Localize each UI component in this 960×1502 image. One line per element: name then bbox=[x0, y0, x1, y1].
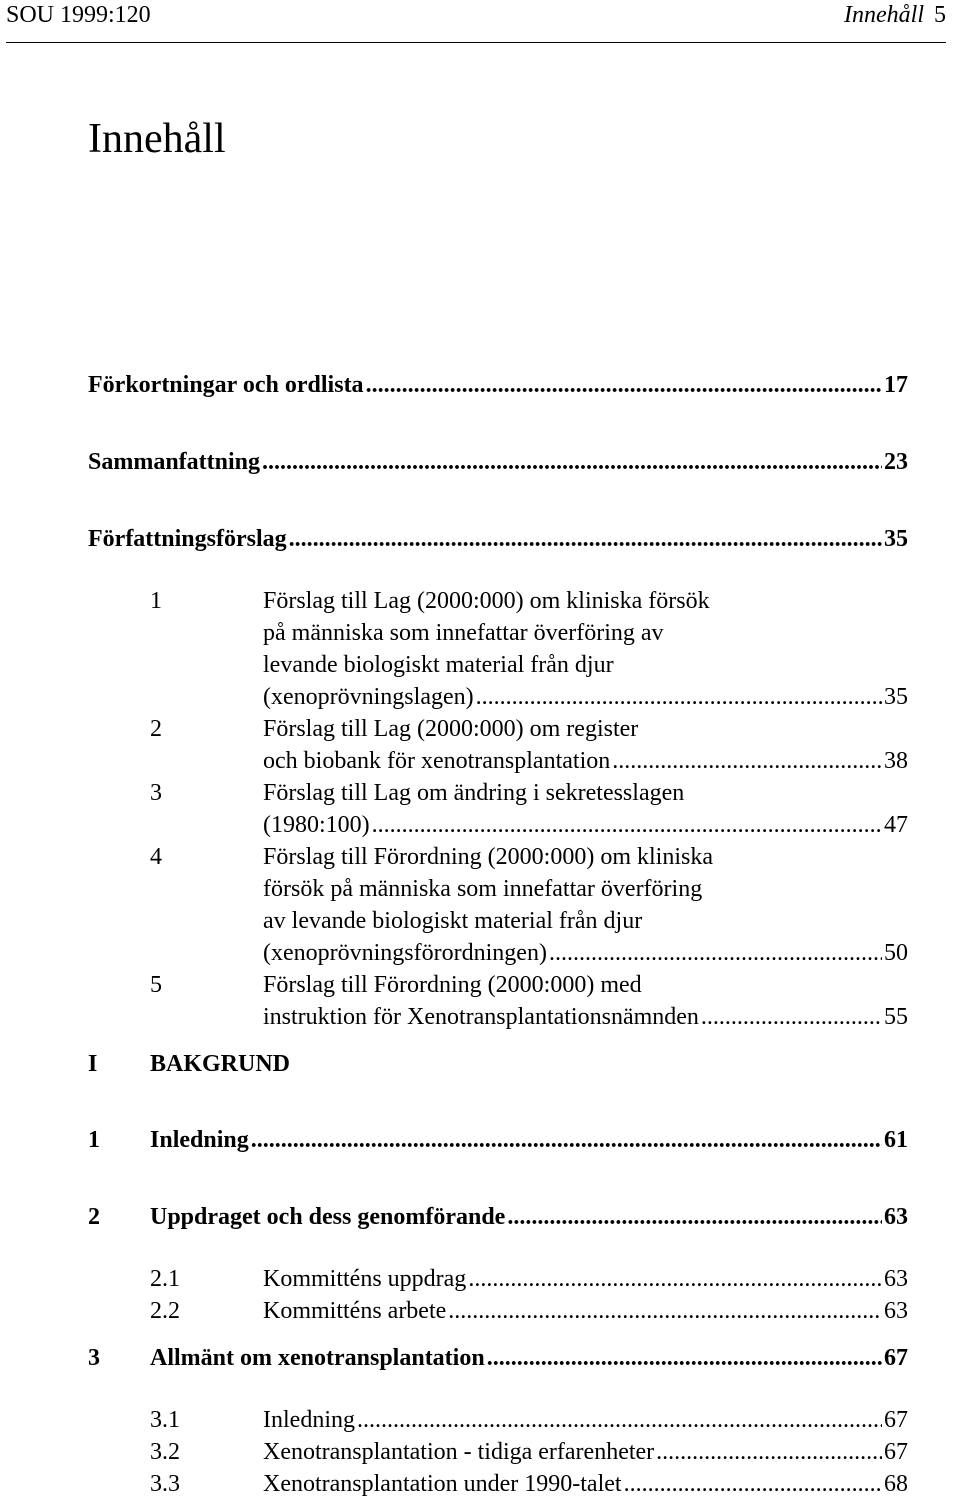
toc-entry-page: 55 bbox=[884, 1004, 908, 1030]
header-page-number: 5 bbox=[934, 2, 946, 28]
toc-proposal-3[interactable] bbox=[150, 777, 908, 841]
section-number: 3.3 bbox=[150, 1471, 180, 1497]
proposal-number: 5 bbox=[150, 972, 162, 998]
toc-entry-title: Inledning bbox=[263, 1407, 355, 1433]
toc-section-2-1[interactable] bbox=[150, 1262, 908, 1296]
toc-chapter-2[interactable] bbox=[88, 1200, 908, 1234]
toc-entry-page: 63 bbox=[884, 1266, 908, 1292]
toc-chapter-1[interactable] bbox=[88, 1123, 908, 1157]
dot-leader bbox=[624, 1467, 882, 1501]
dot-leader bbox=[372, 809, 882, 841]
dot-leader bbox=[468, 1262, 882, 1296]
toc-section-2-2[interactable] bbox=[150, 1294, 908, 1328]
proposal-line: Förslag till Förordning (2000:000) om kliniska bbox=[263, 844, 713, 870]
proposal-line: (xenoprövningslagen) bbox=[263, 684, 474, 710]
dot-leader bbox=[366, 368, 882, 402]
dot-leader bbox=[701, 1001, 882, 1033]
dot-leader bbox=[448, 1294, 882, 1328]
running-header bbox=[6, 0, 946, 43]
document-id: SOU 1999:120 bbox=[6, 2, 151, 28]
dot-leader bbox=[612, 745, 882, 777]
toc-entry-page: 35 bbox=[884, 526, 908, 552]
toc-proposal-4[interactable] bbox=[150, 841, 908, 969]
proposal-line: av levande biologiskt material från djur bbox=[263, 908, 643, 934]
proposal-line: (xenoprövningsförordningen) bbox=[263, 940, 547, 966]
dot-leader bbox=[656, 1435, 882, 1469]
header-section: Innehåll bbox=[844, 2, 924, 28]
proposal-number: 3 bbox=[150, 780, 162, 806]
toc-entry-summary[interactable] bbox=[88, 445, 908, 479]
proposal-line: Förslag till Lag om ändring i sekretesslagen bbox=[263, 780, 685, 806]
dot-leader bbox=[251, 1123, 882, 1157]
section-number: 3.2 bbox=[150, 1439, 180, 1465]
chapter-number: 1 bbox=[88, 1127, 100, 1153]
toc-entry-page: 63 bbox=[884, 1298, 908, 1324]
toc-entry-abbreviations[interactable] bbox=[88, 368, 908, 402]
dot-leader bbox=[549, 937, 882, 969]
toc-entry-page: 38 bbox=[884, 748, 908, 774]
dot-leader bbox=[357, 1403, 882, 1437]
toc-entry-title: Inledning bbox=[150, 1127, 249, 1153]
toc-entry-title: Författningsförslag bbox=[88, 526, 287, 552]
page-title: Innehåll bbox=[88, 116, 226, 162]
toc-entry-title: Kommitténs uppdrag bbox=[263, 1266, 467, 1292]
proposal-line: Förslag till Förordning (2000:000) med bbox=[263, 972, 642, 998]
toc-section-3-1[interactable] bbox=[150, 1403, 908, 1437]
toc-proposal-5[interactable] bbox=[150, 969, 908, 1033]
toc-entry-page: 17 bbox=[884, 372, 908, 398]
toc-entry-title: Xenotransplantation - tidiga erfarenheter bbox=[263, 1439, 655, 1465]
toc-part-heading[interactable] bbox=[88, 1047, 908, 1081]
proposal-number: 4 bbox=[150, 844, 162, 870]
toc-entry-title: Allmänt om xenotransplantation bbox=[150, 1345, 485, 1371]
proposal-line: försök på människa som innefattar överföring bbox=[263, 876, 703, 902]
proposal-line: instruktion för Xenotransplantationsnämnden bbox=[263, 1004, 699, 1030]
toc-proposal-1[interactable] bbox=[150, 585, 908, 713]
toc-entry-title: Förkortningar och ordlista bbox=[88, 372, 364, 398]
toc-entry-page: 67 bbox=[884, 1407, 908, 1433]
proposal-line: Förslag till Lag (2000:000) om register bbox=[263, 716, 639, 742]
toc-entry-page: 63 bbox=[884, 1204, 908, 1230]
toc-entry-title: Kommitténs arbete bbox=[263, 1298, 447, 1324]
dot-leader bbox=[507, 1200, 882, 1234]
part-number: I bbox=[88, 1051, 98, 1077]
proposal-number: 2 bbox=[150, 716, 162, 742]
part-title: BAKGRUND bbox=[150, 1051, 291, 1077]
proposal-line: på människa som innefattar överföring av bbox=[263, 620, 664, 646]
proposal-line: och biobank för xenotransplantation bbox=[263, 748, 611, 774]
toc-section-3-3[interactable] bbox=[150, 1467, 908, 1501]
dot-leader bbox=[487, 1341, 882, 1375]
toc-proposal-2[interactable] bbox=[150, 713, 908, 777]
dot-leader bbox=[476, 681, 882, 713]
proposal-line: (1980:100) bbox=[263, 812, 370, 838]
toc-entry-page: 67 bbox=[884, 1345, 908, 1371]
toc-entry-page: 35 bbox=[884, 684, 908, 710]
dot-leader bbox=[262, 445, 882, 479]
chapter-number: 3 bbox=[88, 1345, 100, 1371]
section-number: 3.1 bbox=[150, 1407, 180, 1433]
proposal-line: Förslag till Lag (2000:000) om kliniska försök bbox=[263, 588, 710, 614]
toc-entry-page: 50 bbox=[884, 940, 908, 966]
toc-section-3-2[interactable] bbox=[150, 1435, 908, 1469]
chapter-number: 2 bbox=[88, 1204, 100, 1230]
toc-chapter-3[interactable] bbox=[88, 1341, 908, 1375]
header-right bbox=[844, 2, 946, 29]
proposal-number: 1 bbox=[150, 588, 162, 614]
toc-entry-page: 67 bbox=[884, 1439, 908, 1465]
toc-entry-page: 47 bbox=[884, 812, 908, 838]
section-number: 2.2 bbox=[150, 1298, 180, 1324]
toc-entry-statutory-proposals[interactable] bbox=[88, 522, 908, 556]
toc-entry-page: 23 bbox=[884, 449, 908, 475]
toc-entry-title: Sammanfattning bbox=[88, 449, 261, 475]
toc-entry-page: 68 bbox=[884, 1471, 908, 1497]
toc-entry-title: Xenotransplantation under 1990-talet bbox=[263, 1471, 622, 1497]
toc-entry-page: 61 bbox=[884, 1127, 908, 1153]
proposal-line: levande biologiskt material från djur bbox=[263, 652, 614, 678]
dot-leader bbox=[289, 522, 882, 556]
toc-entry-title: Uppdraget och dess genomförande bbox=[150, 1204, 506, 1230]
section-number: 2.1 bbox=[150, 1266, 180, 1292]
